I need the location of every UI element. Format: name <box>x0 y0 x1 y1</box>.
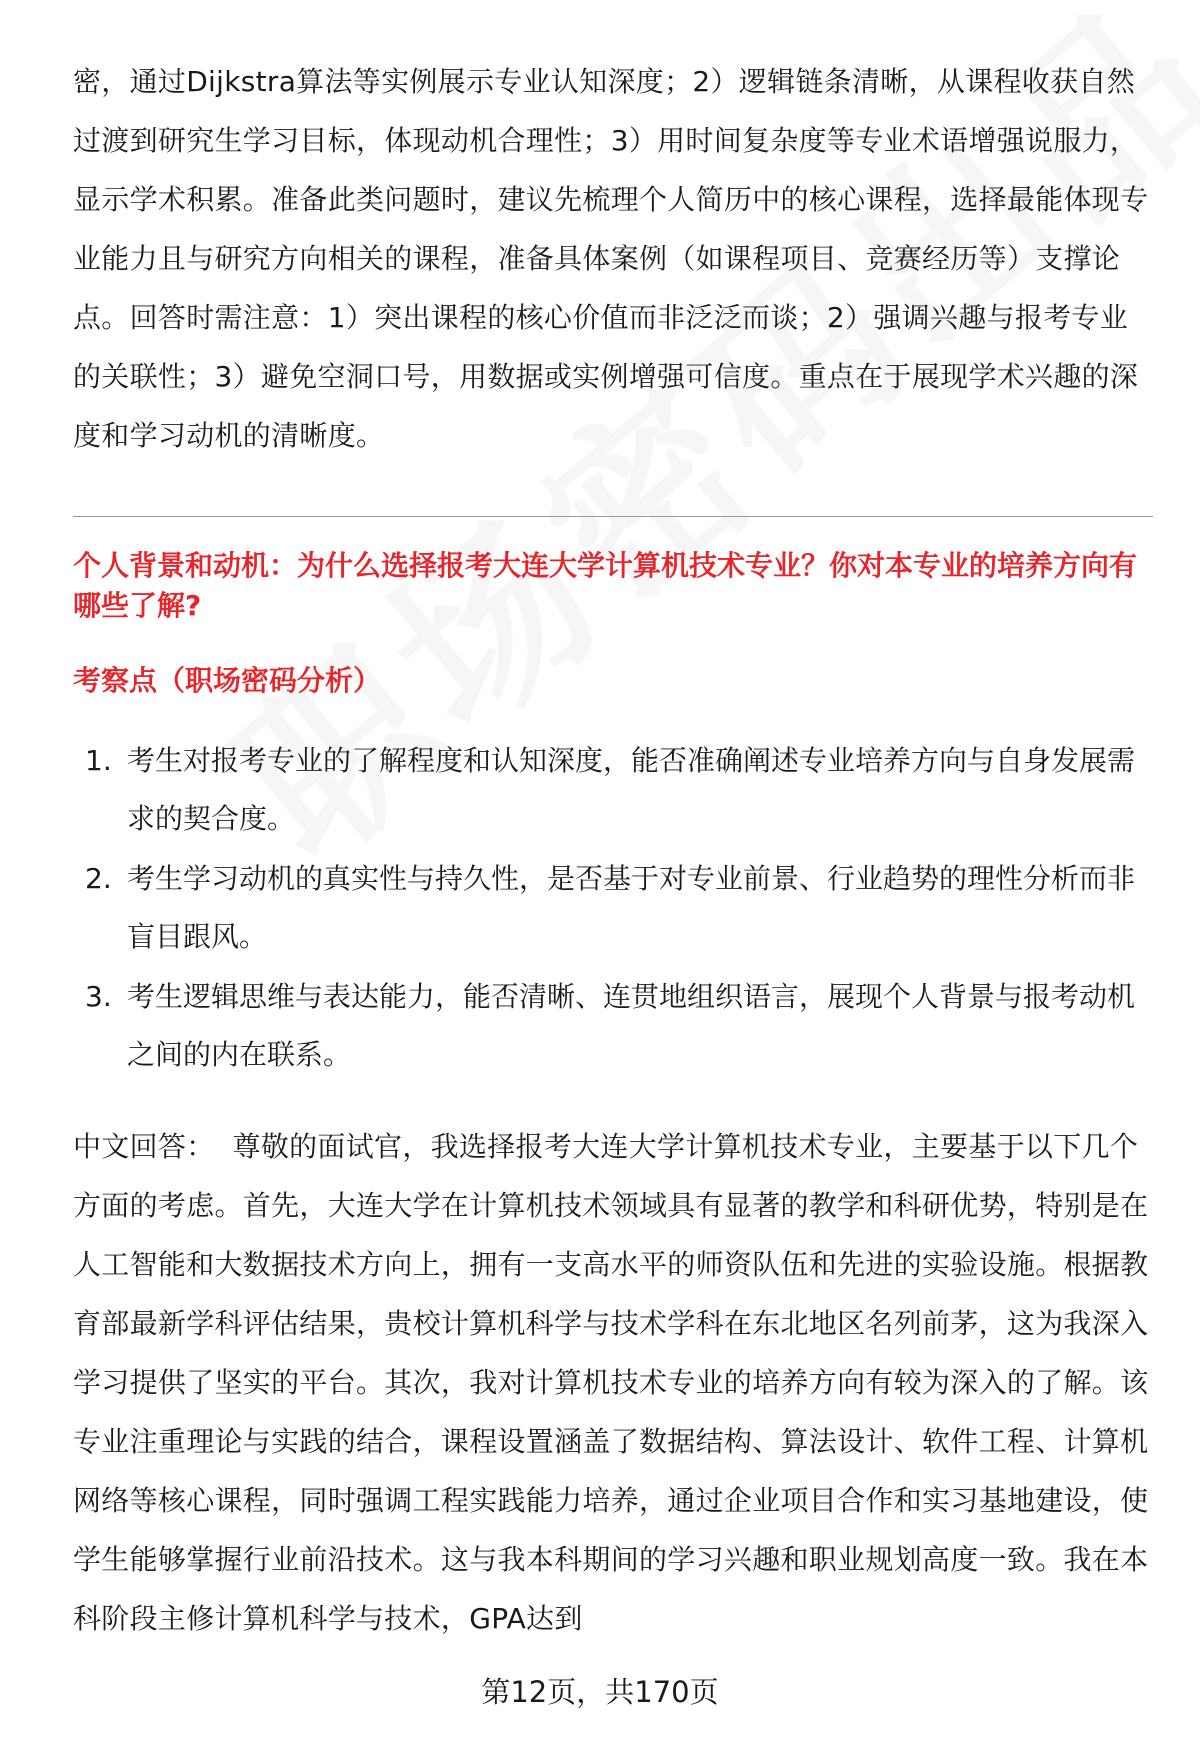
list-item-text: 考生对报考专业的了解程度和认知深度，能否准确阐述专业培养方向与自身发展需求的契合度。 <box>127 744 1136 835</box>
question-title: 个人背景和动机：为什么选择报考大连大学计算机技术专业？你对本专业的培养方向有哪些了解? <box>73 549 1138 622</box>
intro-paragraph: 密，通过Dijkstra算法等实例展示专业认知深度；2）逻辑链条清晰，从课程收获自然过渡到研究生学习目标，体现动机合理性；3）用时间复杂度等专业术语增强说服力，显示学术积累。准备此类问题时，建议先梳理个人简历中的核心课程，选择最能体现专业能力且与研究方向相关的课程，准备具体案例（如课程项目、竞赛经历等）支撑论点。回答时需注意：1）突出课程的核心价值而非泛泛而谈；2）强调兴趣与报考专业的关联性；3）避免空洞口号，用数据或实例增强可信度。重点在于展现学术兴趣的深度和学习动机的清晰度。 <box>73 65 1149 452</box>
answer-label: 中文回答： <box>73 1130 215 1163</box>
list-item-text: 考生学习动机的真实性与持久性，是否基于对专业前景、行业趋势的理性分析而非盲目跟风。 <box>127 862 1136 953</box>
list-item <box>73 968 1153 1084</box>
list-item-number: 2. <box>85 862 112 895</box>
points-list <box>73 732 1153 1086</box>
list-item-text: 考生逻辑思维与表达能力，能否清晰、连贯地组织语言，展现个人背景与报考动机之间的内在联系。 <box>127 980 1136 1071</box>
list-item-number: 3. <box>85 980 112 1013</box>
answer-text: 尊敬的面试官，我选择报考大连大学计算机技术专业，主要基于以下几个方面的考虑。首先，大连大学在计算机技术领域具有显著的教学和科研优势，特别是在人工智能和大数据技术方向上，拥有一支高水平的师资队伍和先进的实验设施。根据教育部最新学科评估结果，贵校计算机科学与技术学科在东北地区名列前茅，这为我深入学习提供了坚实的平台。其次，我对计算机技术专业的培养方向有较为深入的了解。该专业注重理论与实践的结合，课程设置涵盖了数据结构、算法设计、软件工程、计算机网络等核心课程，同时强调工程实践能力培养，通过企业项目合作和实习基地建设，使学生能够掌握行业前沿技术。这与我本科期间的学习兴趣和职业规划高度一致。我在本科阶段主修计算机科学与技术，GPA达到 <box>73 1130 1149 1635</box>
answer-paragraph <box>73 1117 1153 1648</box>
list-item <box>73 732 1153 848</box>
page-number-footer: 第12页，共170页 <box>481 1675 719 1709</box>
points-heading: 考察点（职场密码分析） <box>73 664 382 697</box>
section-divider <box>73 516 1153 517</box>
list-item-number: 1. <box>85 744 112 777</box>
list-item <box>73 850 1153 966</box>
